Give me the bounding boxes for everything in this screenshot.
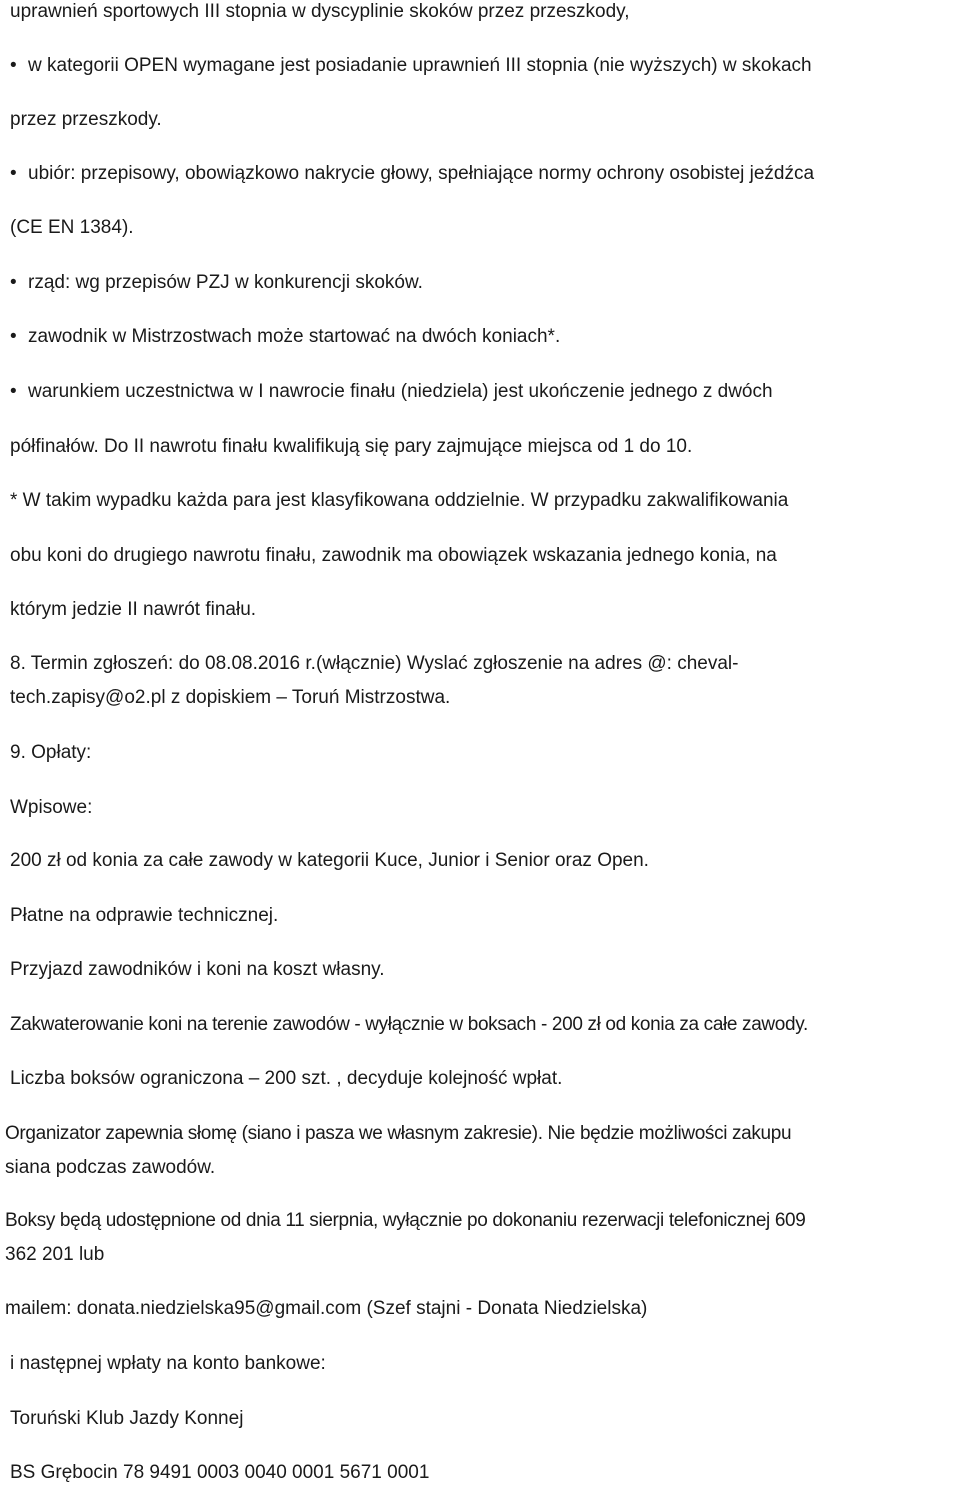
text-line: tech.zapisy@o2.pl z dopiskiem – Toruń Mistrzostwa. — [10, 687, 451, 708]
text-line: przez przeszkody. — [10, 109, 162, 130]
bank-account-line: BS Grębocin 78 9491 0003 0040 0001 5671 0001 — [10, 1462, 430, 1483]
bullet-icon: • — [10, 55, 17, 76]
bullet-icon: • — [10, 272, 17, 293]
bullet-item: • ubiór: przepisowy, obowiązkowo nakrycie głowy, spełniające normy ochrony osobistej jeźdźca — [10, 163, 815, 184]
bullet-icon: • — [10, 326, 17, 347]
text-line: siana podczas zawodów. — [5, 1157, 216, 1178]
text-line: którym jedzie II nawrót finału. — [10, 599, 257, 620]
contact-line: mailem: donata.niedzielska95@gmail.com (Szef stajni - Donata Niedzielska) — [5, 1298, 648, 1319]
bullet-icon: • — [10, 163, 17, 184]
text-line: 200 zł od konia za całe zawody w kategorii Kuce, Junior i Senior oraz Open. — [10, 850, 649, 871]
section-heading: 9. Opłaty: — [10, 742, 92, 763]
text-line: 362 201 lub — [5, 1244, 105, 1265]
text-line: Boksy będą udostępnione od dnia 11 sierpnia, wyłącznie po dokonaniu rezerwacji telefonicznej 609 — [5, 1210, 806, 1231]
text-line: Organizator zapewnia słomę (siano i pasza we własnym zakresie). Nie będzie możliwości zakupu — [5, 1123, 792, 1144]
text-line: Zakwaterowanie koni na terenie zawodów - wyłącznie w boksach - 200 zł od konia za całe zawody. — [10, 1014, 808, 1035]
text-line: (CE EN 1384). — [10, 217, 134, 238]
text-line: Przyjazd zawodników i koni na koszt własny. — [10, 959, 385, 980]
text-line: * W takim wypadku każda para jest klasyfikowana oddzielnie. W przypadku zakwalifikowania — [10, 490, 789, 511]
text-line: Liczba boksów ograniczona – 200 szt. , decyduje kolejność wpłat. — [10, 1068, 563, 1089]
bullet-icon: • — [10, 381, 17, 402]
bullet-item: • zawodnik w Mistrzostwach może startować na dwóch koniach*. — [10, 326, 561, 347]
text-line: półfinałów. Do II nawrotu finału kwalifikują się pary zajmujące miejsca od 1 do 10. — [10, 436, 693, 457]
text-line: Wpisowe: — [10, 797, 93, 818]
text-line: Toruński Klub Jazdy Konnej — [10, 1408, 244, 1429]
bullet-item: • rząd: wg przepisów PZJ w konkurencji skoków. — [10, 272, 423, 293]
bullet-item: • warunkiem uczestnictwa w I nawrocie finału (niedziela) jest ukończenie jednego z dwóch — [10, 381, 773, 402]
text-line: uprawnień sportowych III stopnia w dyscyplinie skoków przez przeszkody, — [10, 1, 630, 22]
bullet-item: • w kategorii OPEN wymagane jest posiadanie uprawnień III stopnia (nie wyższych) w skokach — [10, 55, 812, 76]
text-line: i następnej wpłaty na konto bankowe: — [10, 1353, 326, 1374]
text-line: obu koni do drugiego nawrotu finału, zawodnik ma obowiązek wskazania jednego konia, na — [10, 545, 777, 566]
text-line: Płatne na odprawie technicznej. — [10, 905, 279, 926]
text-line: 8. Termin zgłoszeń: do 08.08.2016 r.(włącznie) Wyslać zgłoszenie na adres @: cheval- — [10, 653, 739, 674]
